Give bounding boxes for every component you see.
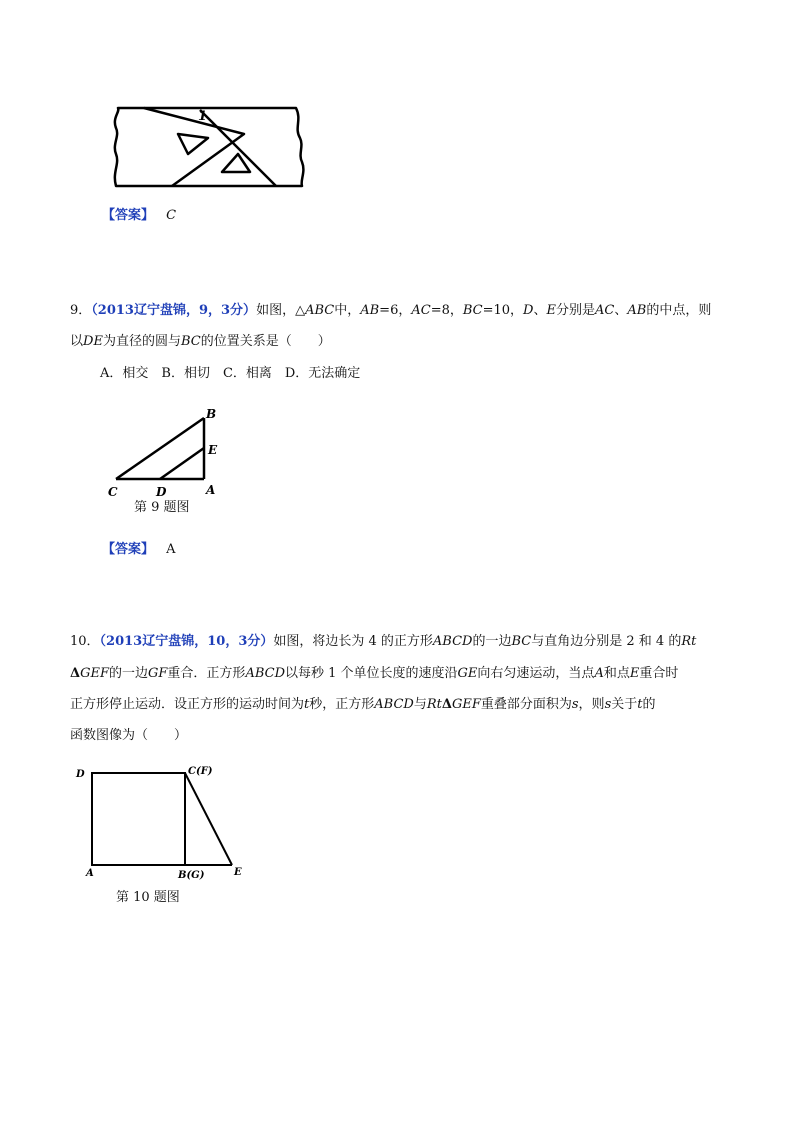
q9-answer-row [102,542,176,558]
inner-triangle-1 [178,134,208,154]
label-E: E [234,867,242,878]
label-BG: B(G) [178,870,205,881]
hypotenuse-FE [185,773,232,865]
answer-value: C [166,208,177,223]
label-C: C [108,485,118,499]
segment-DE [160,448,204,479]
q10-line-4: 函数图像为（ ） [70,728,188,743]
square-ABCD [92,773,185,865]
angle-1-label: 1 [198,109,208,124]
q8-figure [104,98,316,194]
answer-tag: 【答案】 [102,542,155,557]
q9-line-2: 以DE为直径的圆与BC的位置关系是（ ） [70,334,331,349]
q9-options: A．相交 B．相切 C．相离 D．无法确定 [100,366,361,381]
question-source: （2013辽宁盘锦，9，3分） [91,303,257,318]
label-A: A [206,483,216,497]
segment-CB [116,418,204,479]
q10-line-3: 正方形停止运动．设正方形的运动时间为t秒，正方形ABCD与RtΔGEF重叠部分面积为s，则s关于t的 [70,697,656,712]
label-D: D [76,769,85,780]
q9-caption: 第 9 题图 [134,500,190,515]
answer-value: A [166,542,176,557]
q10-caption: 第 10 题图 [116,890,180,905]
label-CF: C(F) [188,766,213,777]
question-number: 10． [70,634,100,649]
label-B: B [206,407,217,421]
big-triangle [144,108,244,186]
q10-line-2: ΔGEF的一边GF重合．正方形ABCD以每秒 1 个单位长度的速度沿GE向右匀速运动，当点A和点E重合时 [70,666,679,681]
q9-line-1: 9．（2013辽宁盘锦，9，3分）如图，△ABC中，AB=6，AC=8，BC=10，D、E分别是AC、AB的中点，则 [70,303,712,318]
q10-line-1: 10．（2013辽宁盘锦，10，3分）如图，将边长为 4 的正方形ABCD的一边BC与直角边分别是 2 和 4 的Rt [70,634,697,649]
label-A: A [86,868,94,879]
label-D: D [156,485,167,499]
label-E: E [208,443,218,457]
q8-answer-row [102,208,176,224]
question-source: （2013辽宁盘锦，10，3分） [99,634,274,649]
second-triangle [200,110,276,186]
q9-figure [100,404,230,500]
question-number: 9． [70,303,92,318]
q10-figure [72,762,250,882]
answer-tag: 【答案】 [102,208,155,223]
